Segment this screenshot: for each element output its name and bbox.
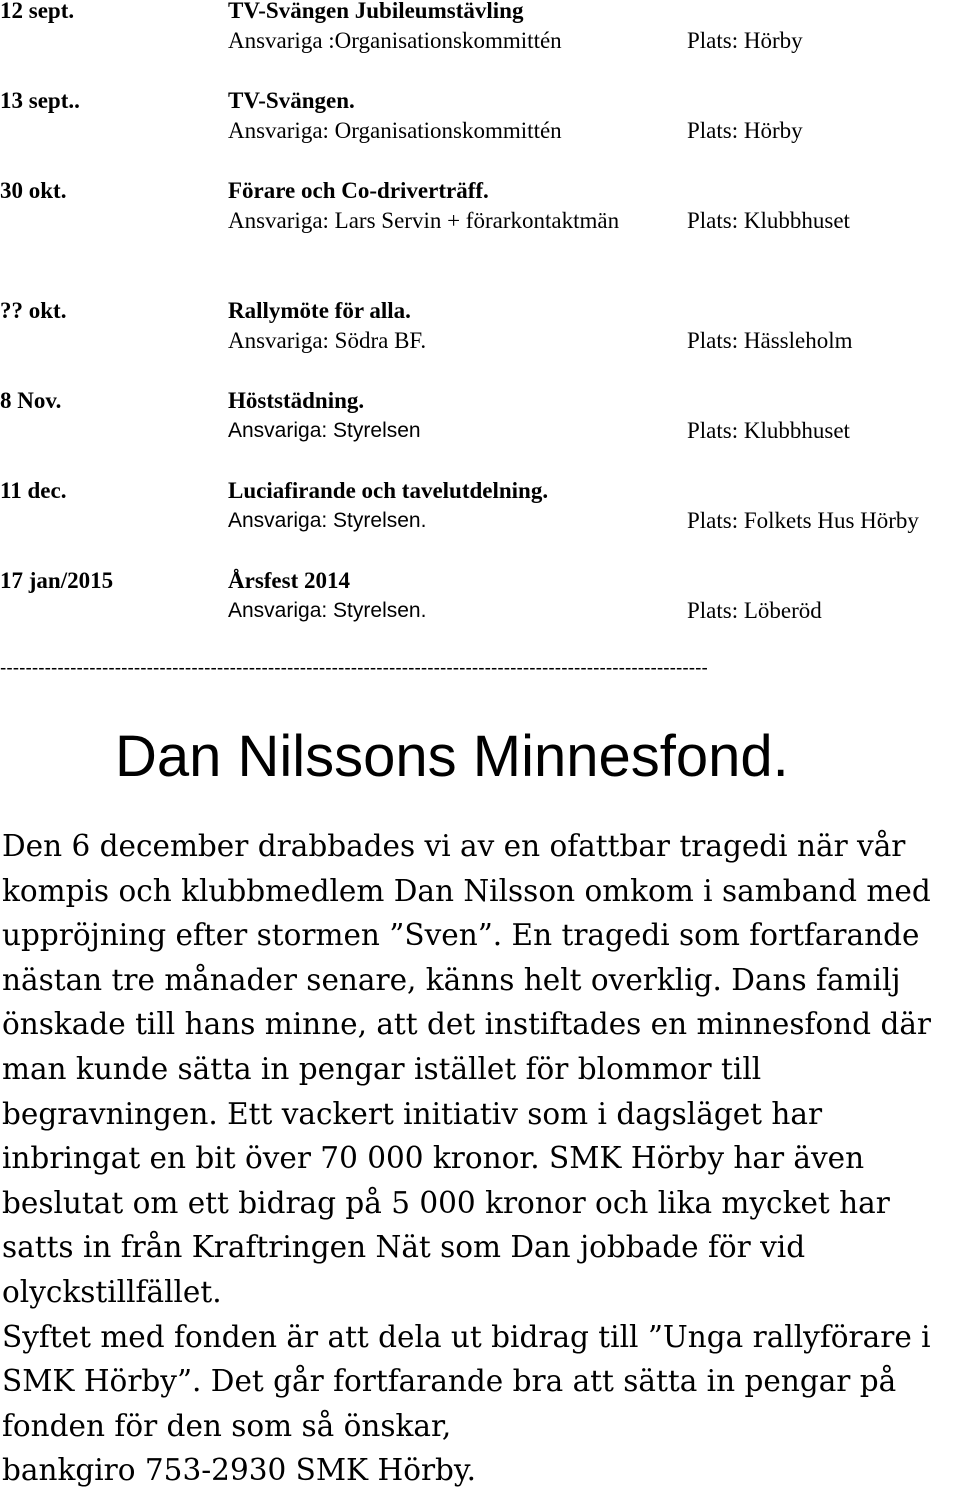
memorial-fund-text bbox=[2, 824, 960, 1493]
event-place: Plats: Hörby bbox=[687, 28, 803, 53]
event-place: Plats: Hässleholm bbox=[687, 328, 853, 353]
event-row bbox=[0, 570, 960, 630]
event-row bbox=[0, 180, 960, 240]
event-title: Rallymöte för alla. bbox=[228, 298, 411, 323]
event-row bbox=[0, 300, 960, 360]
event-title: Höststädning. bbox=[228, 388, 365, 413]
event-title: Årsfest 2014 bbox=[228, 568, 350, 593]
paragraph: Syftet med fonden är att dela ut bidrag till ”Unga rallyförare i SMK Hörby”. Det går fortfarande bra att sätta in pengar på fonden för den som så önskar, bbox=[2, 1319, 931, 1443]
event-title: Luciafirande och tavelutdelning. bbox=[228, 478, 549, 503]
event-place: Plats: Klubbhuset bbox=[687, 208, 850, 233]
event-date: ?? okt. bbox=[0, 298, 67, 323]
event-place: Plats: Hörby bbox=[687, 118, 803, 143]
event-place: Plats: Folkets Hus Hörby bbox=[687, 508, 919, 533]
event-date: 12 sept. bbox=[0, 0, 75, 23]
event-title: TV-Svängen Jubileumstävling bbox=[228, 0, 524, 23]
event-date: 8 Nov. bbox=[0, 388, 62, 413]
event-responsible: Ansvariga: Styrelsen. bbox=[228, 599, 427, 622]
event-responsible: Ansvariga :Organisationskommittén bbox=[228, 28, 562, 53]
event-row bbox=[0, 390, 960, 450]
event-title: Förare och Co-driverträff. bbox=[228, 178, 489, 203]
event-responsible: Ansvariga: Södra BF. bbox=[228, 328, 427, 353]
event-row bbox=[0, 0, 960, 60]
event-row bbox=[0, 480, 960, 540]
event-place: Plats: Löberöd bbox=[687, 598, 822, 623]
event-place: Plats: Klubbhuset bbox=[687, 418, 850, 443]
event-title: TV-Svängen. bbox=[228, 88, 355, 113]
event-date: 13 sept.. bbox=[0, 88, 80, 113]
paragraph: bankgiro 753-2930 SMK Hörby. bbox=[2, 1453, 477, 1488]
event-row bbox=[0, 90, 960, 150]
event-responsible: Ansvariga: Styrelsen bbox=[228, 419, 421, 442]
event-responsible: Ansvariga: Styrelsen. bbox=[228, 509, 427, 532]
event-date: 11 dec. bbox=[0, 478, 67, 503]
event-date: 30 okt. bbox=[0, 178, 67, 203]
event-responsible: Ansvariga: Lars Servin + förarkontaktmän bbox=[228, 208, 620, 233]
event-schedule bbox=[0, 0, 960, 630]
section-divider: --------------------------------------------------------------------------------------------------------------- bbox=[0, 658, 708, 679]
paragraph: Den 6 december drabbades vi av en ofattbar tragedi när vår kompis och klubbmedlem Dan Nilsson omkom i samband med uppröjning efter stormen ”Sven”. En tragedi som fortfarande nästan tre månader senare, känns helt overklig. Dans familj önskade till hans minne, att det instiftades en minnesfond där man kunde sätta in pengar istället för blommor till begravningen. Ett vackert initiativ som i dagsläget har inbringat en bit över 70 000 kronor. SMK Hörby har även beslutat om ett bidrag på 5 000 kronor och lika mycket har satts in från Kraftringen Nät som Dan jobbade för vid olyckstillfället. bbox=[2, 829, 932, 1309]
event-date: 17 jan/2015 bbox=[0, 568, 114, 593]
section-heading: Dan Nilssons Minnesfond. bbox=[115, 724, 789, 789]
event-responsible: Ansvariga: Organisationskommittén bbox=[228, 118, 562, 143]
